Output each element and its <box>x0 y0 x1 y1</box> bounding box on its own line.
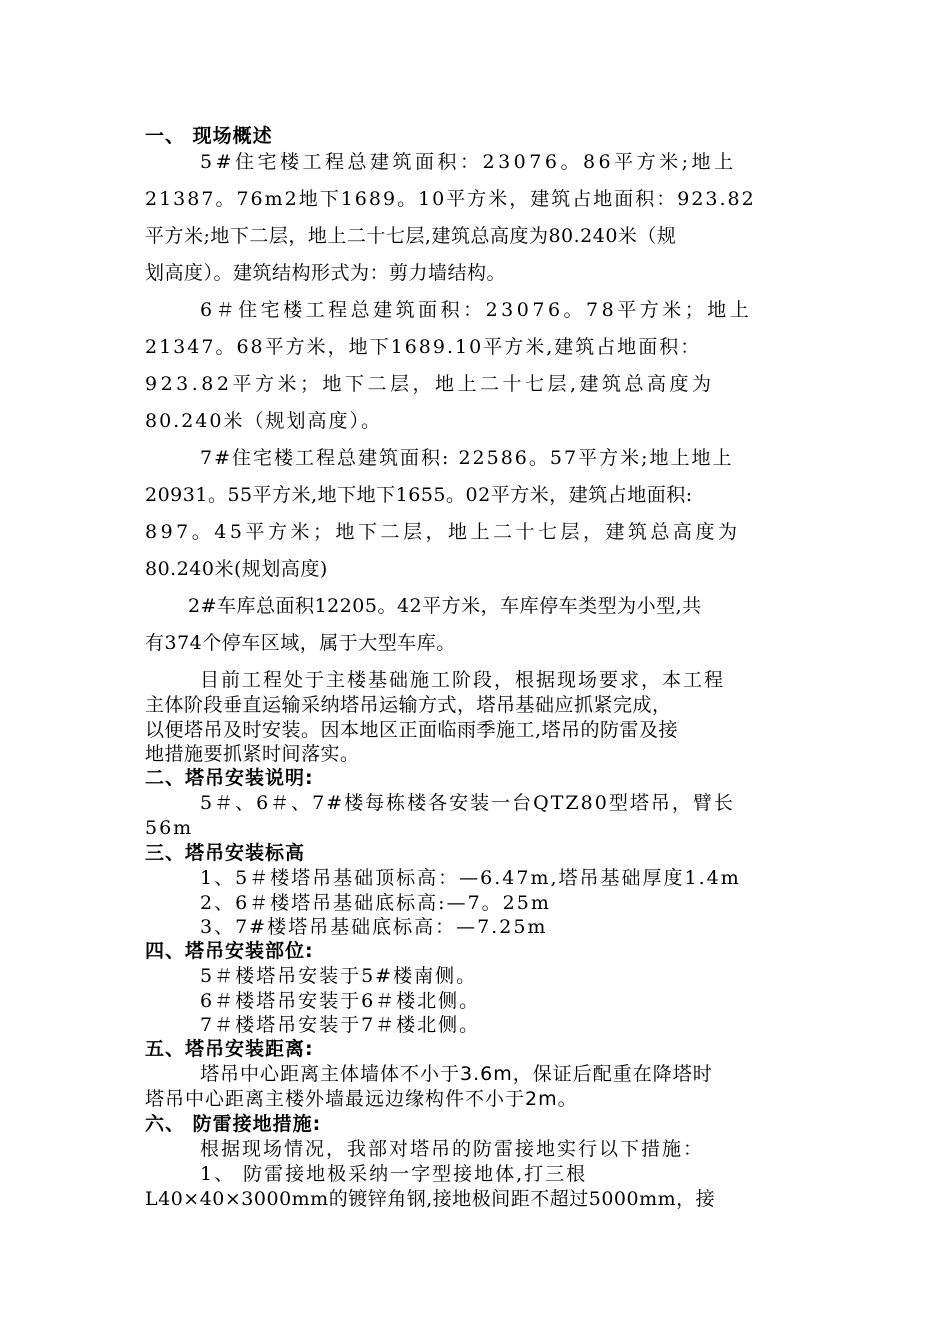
paragraph-line: 2、6＃楼塔吊基础底标高:—7。25m <box>200 892 551 914</box>
paragraph-line: 地措施要抓紧时间落实。 <box>145 743 360 765</box>
paragraph-line: 923.82平方米；地下二层，地上二十七层,建筑总高度为 <box>145 373 715 395</box>
section-heading-site-overview: 一、 现场概述 <box>145 125 273 147</box>
paragraph-line: 6＃住宅楼工程总建筑面积：23076。78平方米；地上 <box>200 299 753 321</box>
section-heading-crane-elevation: 三、塔吊安装标高 <box>145 842 306 864</box>
paragraph-line: 7#住宅楼工程总建筑面积: 22586。57平方米;地上地上 <box>200 447 734 469</box>
paragraph-line: 7＃楼塔吊安装于7＃楼北侧。 <box>200 1014 481 1036</box>
paragraph-line: 划高度）。建筑结构形式为：剪力墙结构。 <box>145 262 507 284</box>
paragraph-line: 平方米;地下二层，地上二十七层,建筑总高度为80.240米（规 <box>145 225 677 247</box>
section-heading-crane-location: 四、塔吊安装部位: <box>145 940 314 962</box>
paragraph-line: 目前工程处于主楼基础施工阶段，根据现场要求，本工程 <box>200 669 726 691</box>
paragraph-line: 897。45平方米；地下二层，地上二十七层，建筑总高度为 <box>145 521 741 543</box>
section-heading-crane-distance: 五、塔吊安装距离: <box>145 1038 314 1060</box>
paragraph-line: 20931。55平方米,地下地下1655。02平方米，建筑占地面积: <box>145 484 693 506</box>
paragraph-line: 5＃楼塔吊安装于5#楼南侧。 <box>200 965 478 987</box>
paragraph-line: 1、 防雷接地极采纳一字型接地体,打三根 <box>200 1163 588 1185</box>
paragraph-line: 有374个停车区域，属于大型车库。 <box>145 632 456 654</box>
paragraph-line: 塔吊中心距离主体墙体不小于3.6m，保证后配重在降塔时 <box>200 1063 713 1085</box>
paragraph-line: 6＃楼塔吊安装于6＃楼北侧。 <box>200 990 481 1012</box>
paragraph-line: 80.240米（规划高度）。 <box>145 410 382 432</box>
paragraph-line: 3、7#楼塔吊基础底标高：—7.25m <box>200 916 548 938</box>
paragraph-line: 5＃、6＃、7#楼每栋楼各安装一台QTZ80型塔吊，臂长 <box>200 792 735 814</box>
paragraph-line: 1、5＃楼塔吊基础顶标高：—6.47m,塔吊基础厚度1.4m <box>200 867 741 889</box>
paragraph-line: L40×40×3000mm的镀锌角钢,接地极间距不超过5000mm，接 <box>145 1188 716 1210</box>
paragraph-line: 5#住宅楼工程总建筑面积：23076。86平方米;地上 <box>200 151 737 173</box>
paragraph-line: 根据现场情况，我部对塔吊的防雷接地实行以下措施： <box>200 1138 705 1160</box>
paragraph-line: 以便塔吊及时安装。因本地区正面临雨季施工,塔吊的防雷及接 <box>145 719 679 741</box>
paragraph-line: 80.240米(规划高度) <box>145 558 328 580</box>
section-heading-lightning-protection: 六、 防雷接地措施: <box>145 1113 322 1135</box>
paragraph-line: 2#车库总面积12205。42平方米，车库停车类型为小型,共 <box>188 595 702 617</box>
paragraph-line: 21387。76m2地下1689。10平方米，建筑占地面积：923.82 <box>145 188 756 210</box>
paragraph-line: 21347。68平方米，地下1689.10平方米,建筑占地面积： <box>145 336 702 358</box>
paragraph-line: 主体阶段垂直运输采纳塔吊运输方式，塔吊基础应抓紧完成， <box>145 694 672 716</box>
paragraph-line: 56m <box>145 817 194 839</box>
paragraph-line: 塔吊中心距离主楼外墙最远边缘构件不小于2m。 <box>145 1088 578 1110</box>
section-heading-crane-installation: 二、塔吊安装说明: <box>145 767 314 789</box>
